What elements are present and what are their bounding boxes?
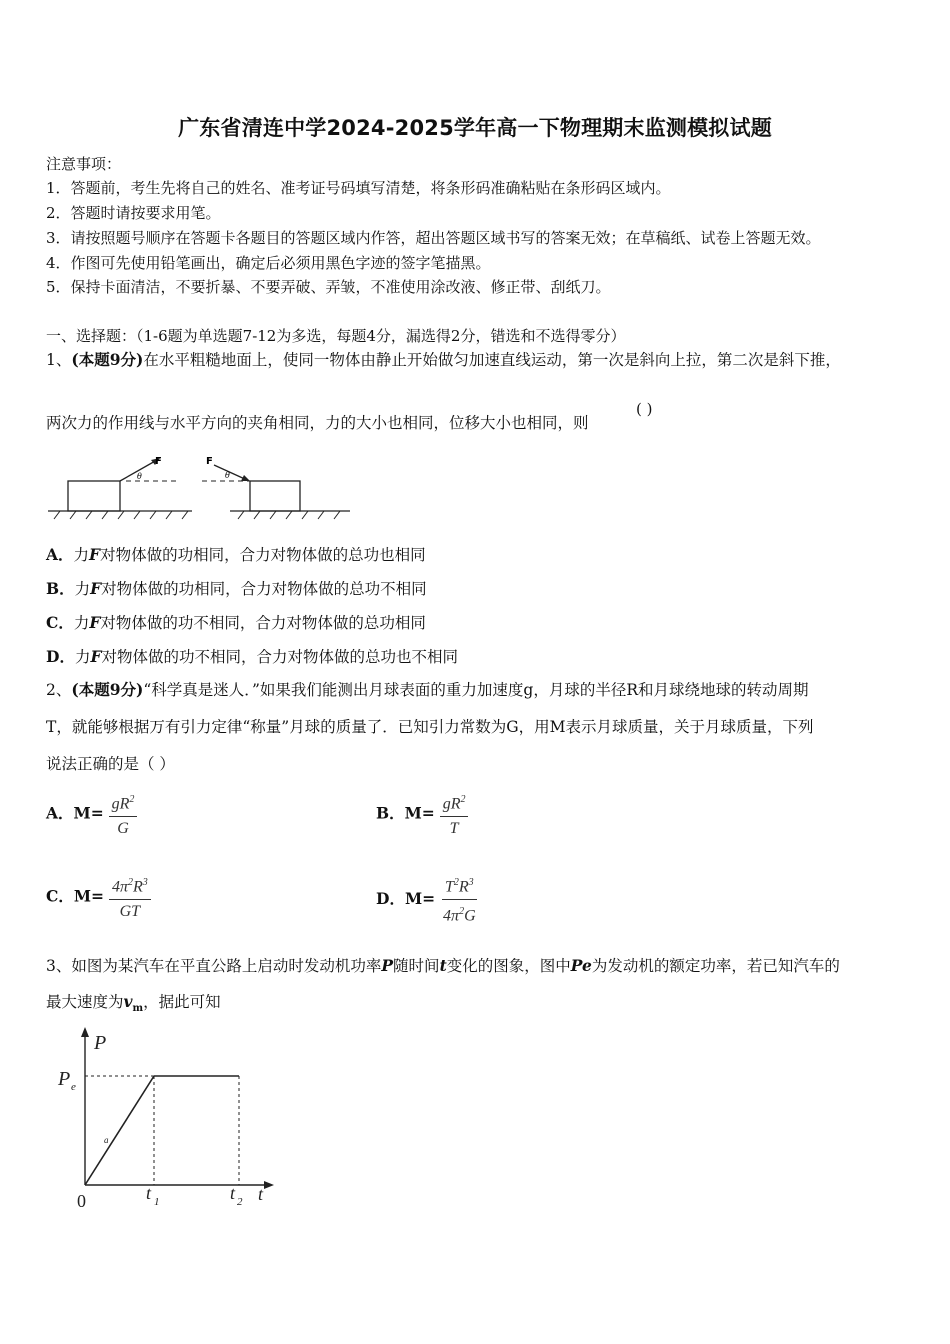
force-label-2: F xyxy=(206,456,213,467)
option-var: F xyxy=(90,647,102,666)
question-1-figure xyxy=(44,454,356,522)
question-text: 在水平粗糙地面上，使同一物体由静止开始做匀加速直线运动，第一次是斜向上拉，第二次是斜下推， xyxy=(143,351,841,369)
question-text: “科学真是迷人．”如果我们能测出月球表面的重力加速度g，月球的半径R和月球绕地球的转动周期 xyxy=(143,681,809,699)
exponent: 3 xyxy=(468,877,474,888)
question-3-line-2 xyxy=(46,991,221,1020)
question-3-line-1 xyxy=(46,955,840,977)
question-text: 为发动机的额定功率，若已知汽车的 xyxy=(591,957,840,975)
option-d[interactable] xyxy=(46,645,458,667)
option-var: F xyxy=(90,579,102,598)
denominator: G xyxy=(117,820,129,838)
notice-item: 4．作图可先使用铅笔画出，确定后必须用黑色字迹的签字笔描黑。 xyxy=(46,254,491,272)
question-number: 1、 xyxy=(46,351,72,369)
y-axis-label: P xyxy=(94,1032,107,1054)
question-text: 如图为某汽车在平直公路上启动时发动机功率 xyxy=(71,957,382,975)
option-text: 对物体做的功相同，合力对物体做的总功不相同 xyxy=(101,580,427,598)
segment-label: a xyxy=(104,1135,109,1145)
push-force-arrow xyxy=(214,465,247,480)
ground-hatch-left xyxy=(54,511,188,519)
option-text: 力 xyxy=(73,546,90,564)
variable-pe: Pe xyxy=(570,956,592,975)
option-b[interactable] xyxy=(46,577,427,599)
exponent: 2 xyxy=(459,906,465,918)
exponent: 2 xyxy=(127,877,133,888)
question-text: ，据此可知 xyxy=(143,993,221,1011)
question-1-line-2: 两次力的作用线与水平方向的夹角相同，力的大小也相同，位移大小也相同，则 xyxy=(46,414,589,432)
question-text: 随时间 xyxy=(393,957,440,975)
question-text: 变化的图象，图中 xyxy=(446,957,571,975)
option-prefix: M= xyxy=(73,886,104,906)
option-label: C． xyxy=(46,886,74,906)
variable-sub: m xyxy=(132,1003,144,1015)
t2-subscript: 2 xyxy=(237,1196,243,1208)
numerator: R xyxy=(458,878,469,896)
option-label: A． xyxy=(46,803,74,823)
option-d[interactable] xyxy=(376,873,479,927)
question-points: (本题9分) xyxy=(71,350,144,369)
question-2-line-2: T，就能够根据万有引力定律“称量”月球的质量了．已知引力常数为G，用M表示月球质量，关于月球质量，下列 xyxy=(46,718,814,736)
origin-label: 0 xyxy=(77,1191,86,1211)
answer-blank: ( ) xyxy=(636,400,653,418)
option-a[interactable] xyxy=(46,790,137,839)
variable-t: t xyxy=(439,956,447,975)
option-text: 对物体做的功相同，合力对物体做的总功也相同 xyxy=(100,546,426,564)
t1-label: t xyxy=(146,1183,152,1203)
option-text: 力 xyxy=(74,580,91,598)
ground-hatch-right xyxy=(238,511,340,519)
option-label: D． xyxy=(46,647,75,666)
variable-p: P xyxy=(381,956,394,975)
option-text: 力 xyxy=(74,648,91,666)
option-prefix: M= xyxy=(404,888,436,908)
notice-item: 3．请按照题号顺序在答题卡各题目的答题区域内作答，超出答题区域书写的答案无效；在草稿纸、试卷上答题无效。 xyxy=(46,229,821,247)
option-text: 力 xyxy=(73,614,90,632)
notice-item: 1．答题前，考生先将自己的姓名、准考证号码填写清楚，将条形码准确粘贴在条形码区域内。 xyxy=(46,179,671,197)
numerator: gR xyxy=(442,795,461,813)
formula-fraction xyxy=(109,873,151,922)
variable-v: v xyxy=(123,992,133,1011)
pe-subscript: e xyxy=(71,1081,76,1093)
question-2-line-3: 说法正确的是（ ） xyxy=(46,755,175,773)
numerator: R xyxy=(132,878,143,896)
exponent: 2 xyxy=(129,794,135,805)
formula-fraction xyxy=(440,873,479,927)
option-var: F xyxy=(89,613,101,632)
notice-item: 2．答题时请按要求用笔。 xyxy=(46,204,221,222)
numerator: gR xyxy=(111,795,130,813)
power-rise-line xyxy=(85,1076,154,1185)
x-axis-label: t xyxy=(258,1184,264,1204)
numerator: 4π xyxy=(111,878,128,896)
notice-heading: 注意事项： xyxy=(46,155,122,173)
x-axis-arrow xyxy=(264,1181,274,1189)
question-1-line-1 xyxy=(46,349,841,371)
option-text: 对物体做的功不相同，合力对物体做的总功相同 xyxy=(100,614,426,632)
option-c[interactable] xyxy=(46,873,151,922)
power-time-graph xyxy=(50,1025,290,1215)
force-label-1: F xyxy=(155,456,162,467)
exponent: 2 xyxy=(453,877,459,888)
t2-label: t xyxy=(230,1183,236,1203)
exponent: 3 xyxy=(142,877,148,888)
option-prefix: M= xyxy=(73,803,104,823)
denominator: T xyxy=(449,820,459,838)
option-var: F xyxy=(89,545,101,564)
t1-subscript: 1 xyxy=(154,1196,160,1208)
option-c[interactable] xyxy=(46,611,426,633)
angle-label-2: θ xyxy=(225,471,230,480)
option-label: B． xyxy=(46,579,75,598)
option-b[interactable] xyxy=(376,790,468,839)
denominator: 4π xyxy=(443,907,460,925)
question-number: 3、 xyxy=(46,957,72,975)
angle-label-1: θ xyxy=(137,472,142,481)
notice-item: 5．保持卡面清洁，不要折暴、不要弄破、弄皱，不准使用涂改液、修正带、刮纸刀。 xyxy=(46,278,611,296)
y-axis-arrow xyxy=(81,1027,89,1037)
question-2-line-1 xyxy=(46,679,809,701)
force-diagram xyxy=(44,454,356,522)
option-a[interactable] xyxy=(46,543,426,565)
option-label: C． xyxy=(46,613,74,632)
numerator: T xyxy=(444,878,454,896)
formula-fraction xyxy=(440,790,469,839)
block-right xyxy=(250,481,300,511)
question-text: 最大速度为 xyxy=(46,993,124,1011)
exponent: 2 xyxy=(460,794,466,805)
question-points: (本题9分) xyxy=(71,680,144,699)
page-title: 广东省清连中学2024-2025学年高一下物理期末监测模拟试题 xyxy=(178,116,772,140)
block-left xyxy=(68,481,120,511)
option-label: D． xyxy=(376,888,405,908)
pe-label: P xyxy=(58,1068,71,1090)
question-number: 2、 xyxy=(46,681,72,699)
formula-fraction xyxy=(109,790,138,839)
section-heading: 一、选择题：（1-6题为单选题7-12为多选，每题4分，漏选得2分，错选和不选得零分） xyxy=(46,327,626,345)
option-prefix: M= xyxy=(404,803,435,823)
option-label: B． xyxy=(376,803,405,823)
denominator: G xyxy=(464,907,476,925)
option-text: 对物体做的功不相同，合力对物体做的总功也不相同 xyxy=(101,648,458,666)
denominator: GT xyxy=(119,903,141,921)
option-label: A． xyxy=(46,545,74,564)
